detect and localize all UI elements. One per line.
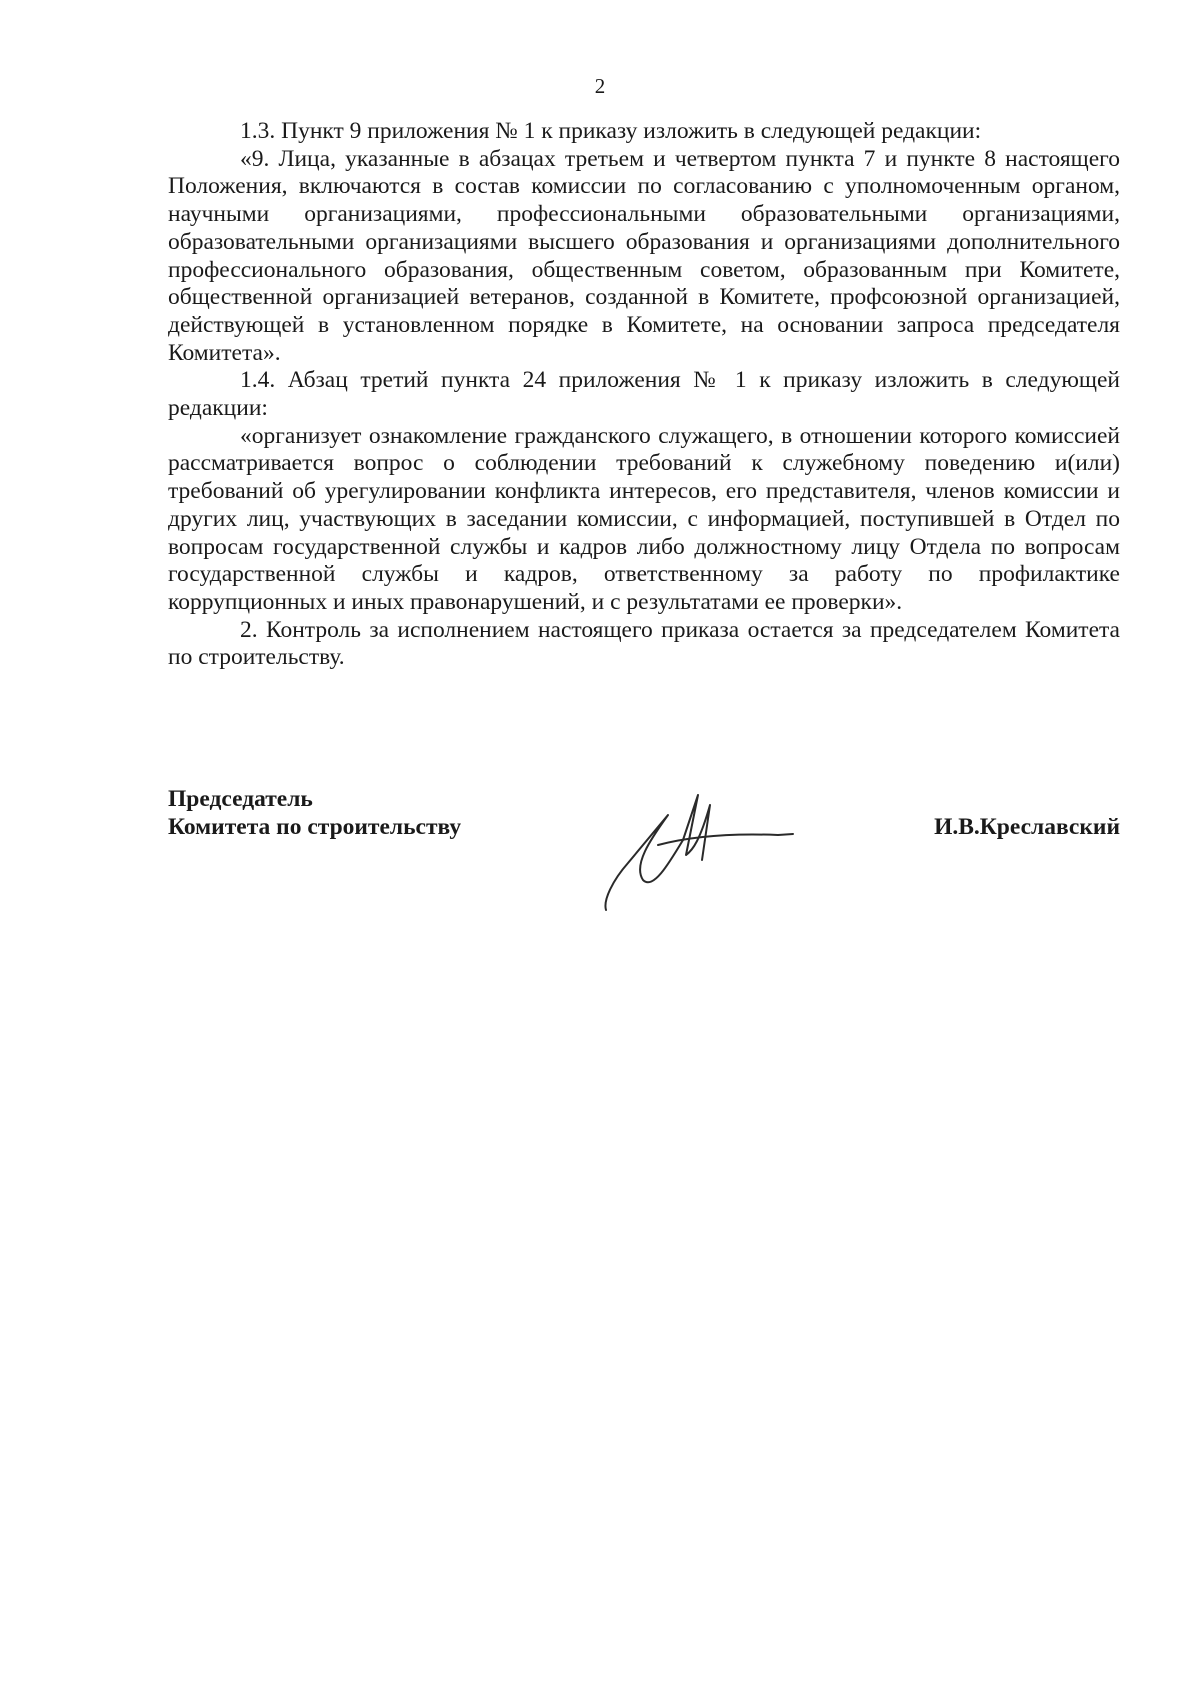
signature-stroke-3 [658,834,793,845]
signature-block [168,785,1120,925]
paragraph-2-control: 2. Контроль за исполнением настоящего приказа остается за председателем Комитета по строительству. [168,616,1120,671]
signature-stroke-1 [605,815,683,910]
paragraph-1-3: 1.3. Пункт 9 приложения № 1 к приказу изложить в следующей редакции: [240,118,982,144]
paragraph-point-9: «9. Лица, указанные в абзацах третьем и четвертом пункта 7 и пункте 8 настоящего Положения, включаются в состав комиссии по согласованию с уполномоченным органом, научными организациями, профессиональными образовательными организациями, образовательными организациями высшего образования и организациями дополнительного профессионального образования, общественным советом, образованным при Комитете, общественной организацией ветеранов, созданной в Комитете, профсоюзной организацией, действующей в установленном порядке в Комитете, на основании запроса председателя Комитета». [168,145,1120,366]
page-number: 2 [594,74,606,98]
document-body [168,118,1120,672]
paragraph-1-4: 1.4. Абзац третий пункта 24 приложения № 1 к приказу изложить в следующей редакции: [168,367,1120,422]
signer-title [168,785,461,841]
handwritten-signature [598,785,798,925]
signer-title-line-1: Председатель [168,786,313,812]
signer-name: И.В.Креславский [934,814,1120,840]
paragraph-organizes: «организует ознакомление гражданского служащего, в отношении которого комиссией рассматривается вопрос о соблюдении требований к служебному поведению и(или) требований об урегулировании конфликта интересов, его представителя, членов комиссии и других лиц, участвующих в заседании комиссии, с информацией, поступившей в Отдел по вопросам государственной службы и кадров либо должностному лицу Отдела по вопросам государственной службы и кадров, ответственному за работу по профилактике коррупционных и иных правонарушений, и с результатами ее проверки». [168,422,1120,615]
signature-stroke-2 [683,795,710,860]
signer-title-line-2: Комитета по строительству [168,814,462,840]
